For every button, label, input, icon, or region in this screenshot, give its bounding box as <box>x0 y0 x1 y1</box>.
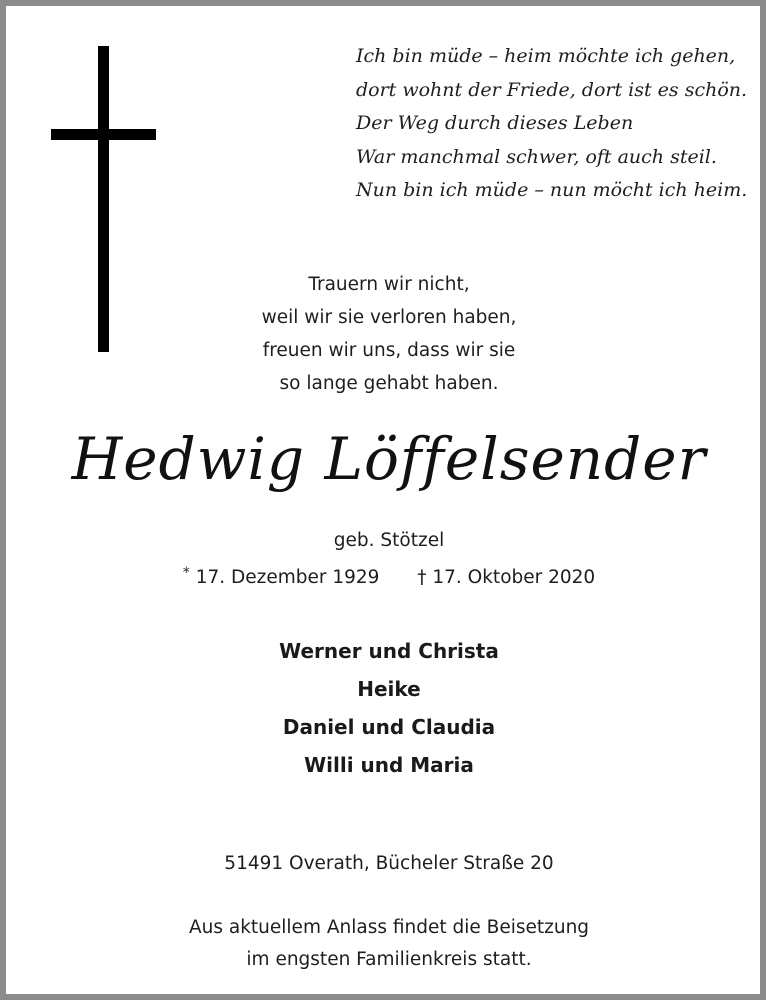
deceased-name: Hedwig Löffelsender <box>71 425 707 493</box>
quote-line: freuen wir uns, dass wir sie <box>262 340 516 361</box>
poem <box>356 40 747 208</box>
quote-line: so lange gehabt haben. <box>279 373 499 394</box>
poem-line: Nun bin ich müde – nun möcht ich heim. <box>356 179 748 201</box>
mourner-line: Werner und Christa <box>279 639 499 663</box>
mourners <box>6 632 766 784</box>
poem-line: Der Weg durch dieses Leben <box>356 112 634 134</box>
poem-line: dort wohnt der Friede, dort ist es schön. <box>356 78 748 101</box>
death-cross-icon: † <box>417 567 427 588</box>
poem-line: War manchmal schwer, oft auch steil. <box>356 145 717 168</box>
mourner-line: Willi und Maria <box>304 753 474 777</box>
mourner-line: Heike <box>357 677 421 701</box>
quote <box>6 268 766 400</box>
birth-star-icon: * <box>182 565 190 581</box>
funeral-notice <box>6 912 766 976</box>
birth-name: geb. Stötzel <box>333 530 445 551</box>
address: 51491 Overath, Bücheler Straße 20 <box>224 853 554 874</box>
death-date: 17. Oktober 2020 <box>432 567 596 588</box>
quote-line: weil wir sie verloren haben, <box>261 307 517 328</box>
birth-date: 17. Dezember 1929 <box>195 567 380 588</box>
notice-line: im engsten Familienkreis statt. <box>246 949 532 970</box>
life-dates <box>6 558 766 593</box>
cross-icon-bar <box>51 129 156 140</box>
mourner-line: Daniel und Claudia <box>282 715 496 739</box>
notice-line: Aus aktuellem Anlass findet die Beisetzung <box>188 917 590 938</box>
quote-line: Trauern wir nicht, <box>308 274 470 295</box>
poem-line: Ich bin müde – heim möchte ich gehen, <box>356 45 736 67</box>
